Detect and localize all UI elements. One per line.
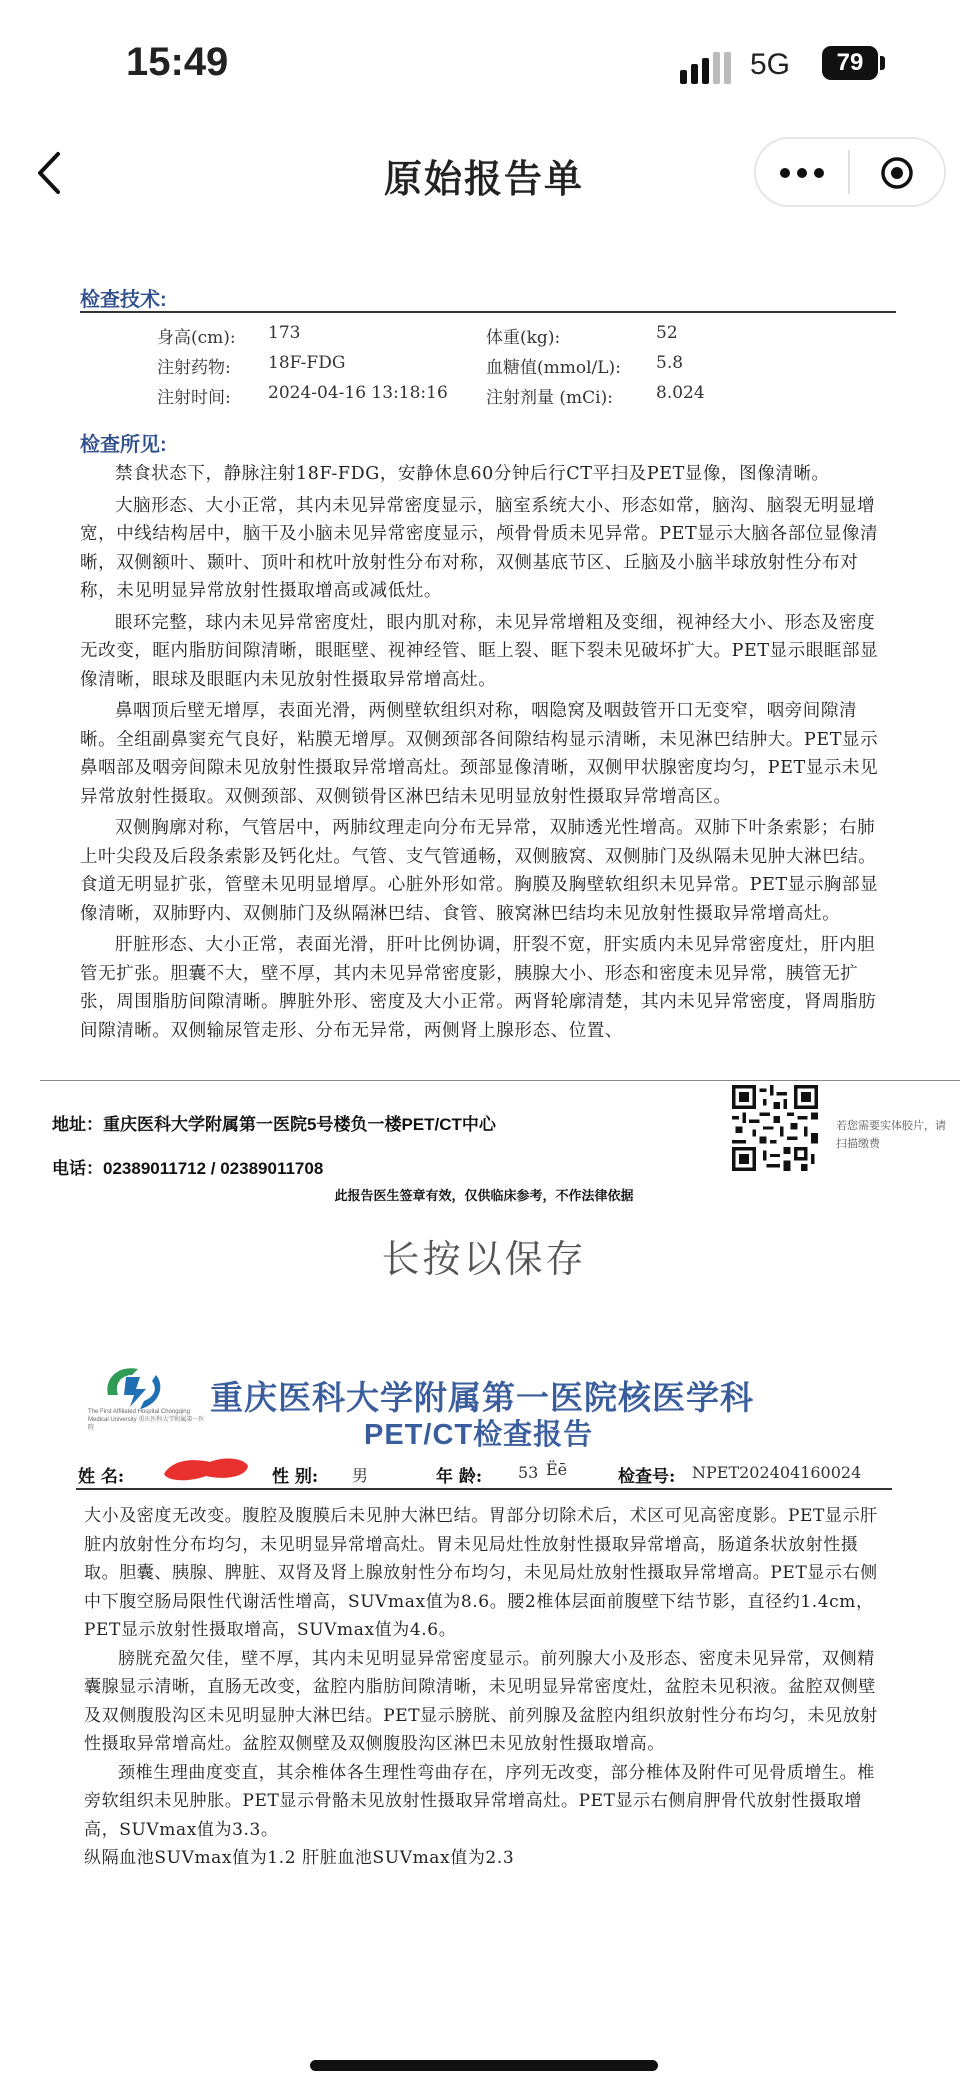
section-rule bbox=[80, 311, 896, 313]
tracer-label: 注射药物: bbox=[157, 358, 231, 378]
injection-time-label: 注射时间: bbox=[157, 388, 231, 408]
age-value: 53 bbox=[518, 1463, 539, 1482]
signal-icon bbox=[680, 52, 736, 84]
exam-technique-title: 检查技术: bbox=[80, 289, 167, 311]
suv-summary-line: 纵隔血池SUVmax值为1.2 肝脏血池SUVmax值为2.3 bbox=[84, 1848, 515, 1868]
age-unit: Ëē bbox=[546, 1460, 568, 1479]
page-title: 原始报告单 bbox=[383, 159, 584, 201]
height-value: 173 bbox=[268, 323, 301, 343]
height-label: 身高(cm): bbox=[157, 328, 236, 348]
home-indicator[interactable] bbox=[310, 2060, 658, 2071]
age-label: 年 龄: bbox=[436, 1467, 483, 1487]
weight-value: 52 bbox=[656, 323, 678, 343]
network-type: 5G bbox=[750, 48, 791, 81]
close-miniprogram-icon[interactable] bbox=[880, 156, 914, 190]
report-title: PET/CT检查报告 bbox=[364, 1419, 594, 1451]
more-icon[interactable] bbox=[780, 168, 824, 178]
weight-label: 体重(kg): bbox=[486, 328, 561, 348]
tracer-value: 18F-FDG bbox=[268, 353, 346, 373]
findings-paragraph: 双侧胸廓对称，气管居中，两肺纹理走向分布无异常，双肺透光性增高。双肺下叶条索影；右肺上叶尖段及后段条索影及钙化灶。气管、支气管通畅，双侧腋窝、双侧肺门及纵隔未见肿大淋巴结。食道无明显扩张，管壁未见明显增厚。心脏外形如常。胸膜及胸壁软组织未见异常。PET显示胸部显像清晰，双肺野内、双侧肺门及纵隔淋巴结、食管、腋窝淋巴结均未见放射性摄取异常增高灶。 bbox=[80, 818, 879, 924]
dose-label: 注射剂量 (mCi): bbox=[486, 388, 613, 408]
footer-rule bbox=[40, 1080, 960, 1081]
findings-paragraph: 大小及密度无改变。腹腔及腹膜后未见肿大淋巴结。胃部分切除术后，术区可见高密度影。PET显示肝脏内放射性分布均匀，未见明显异常增高灶。胃未见局灶性放射性摄取异常增高，肠道条状放射性摄取。胆囊、胰腺、脾脏、双肾及肾上腺放射性分布均匀，未见局灶放射性摄取异常增高。PET显示右侧中下腹空肠局限性代谢活性增高，SUVmax值为8.6。腰2椎体层面前腹壁下结节影，直径约1.4cm，PET显示放射性摄取增高，SUVmax值为4.6。 bbox=[84, 1506, 878, 1640]
hospital-phone: 电话：02389011712 / 02389011708 bbox=[52, 1159, 324, 1178]
battery-indicator: 79 bbox=[822, 46, 878, 80]
scan-pay-note: 若您需要实体胶片，请扫描缴费 bbox=[836, 1120, 946, 1150]
sex-value: 男 bbox=[352, 1466, 369, 1485]
capsule-divider bbox=[848, 150, 850, 194]
dose-value: 8.024 bbox=[656, 383, 705, 403]
findings-paragraph: 肝脏形态、大小正常，表面光滑，肝叶比例协调，肝裂不宽，肝实质内未见异常密度灶，肝内胆管无扩张。胆囊不大，壁不厚，其内未见异常密度影，胰腺大小、形态和密度未见异常，胰管无扩张，周围脂肪间隙清晰。脾脏外形、密度及大小正常。两肾轮廓清楚，其内未见异常密度，肾周脂肪间隙清晰。双侧输尿管走形、分布无异常，两侧肾上腺形态、位置、 bbox=[80, 935, 877, 1041]
exam-no-value: NPET202404160024 bbox=[692, 1463, 862, 1482]
exam-no-label: 检查号: bbox=[618, 1467, 676, 1487]
injection-time-value: 2024-04-16 13:18:16 bbox=[268, 383, 448, 403]
hospital-logo-text: The First Affiliated Hospital Chongqing Medical University 重庆医科大学附属第一医院 bbox=[88, 1409, 205, 1431]
payment-qr-code[interactable] bbox=[732, 1085, 818, 1171]
name-redaction bbox=[160, 1454, 252, 1484]
glucose-value: 5.8 bbox=[656, 353, 684, 373]
long-press-save-hint: 长按以保存 bbox=[381, 1239, 587, 1281]
findings-paragraph: 膀胱充盈欠佳，壁不厚，其内未见明显异常密度显示。前列腺大小及形态、密度未见异常，双侧精囊腺显示清晰，直肠无改变，盆腔内脂肪间隙清晰，未见明显异常密度灶，盆腔未见积液。盆腔双侧壁及双侧腹股沟区未见明显肿大淋巴结。PET显示膀胱、前列腺及盆腔内组织放射性分布均匀，未见放射性摄取异常增高灶。盆腔双侧壁及双侧腹股沟区淋巴未见放射性摄取增高。 bbox=[84, 1648, 878, 1754]
report-disclaimer: 此报告医生签章有效，仅供临床参考，不作法律依据 bbox=[334, 1188, 634, 1203]
patient-info-rule bbox=[76, 1488, 892, 1490]
findings-body bbox=[80, 460, 886, 1076]
hospital-department-name: 重庆医科大学附属第一医院核医学科 bbox=[210, 1379, 754, 1416]
findings-paragraph: 鼻咽顶后壁无增厚，表面光滑，两侧壁软组织对称，咽隐窝及咽鼓管开口无变窄，咽旁间隙清晰。全组副鼻窦充气良好，粘膜无增厚。双侧颈部各间隙结构显示清晰，未见淋巴结肿大。PET显示鼻咽部及咽旁间隙未见放射性摄取异常增高灶。颈部显像清晰，双侧甲状腺密度均匀，PET显示未见异常放射性摄取。双侧颈部、双侧锁骨区淋巴结未见明显放射性摄取异常增高区。 bbox=[80, 701, 879, 807]
hospital-address: 地址：重庆医科大学附属第一医院5号楼负一楼PET/CT中心 bbox=[52, 1115, 496, 1134]
glucose-label: 血糖值(mmol/L): bbox=[486, 358, 621, 378]
sex-label: 性 别: bbox=[272, 1467, 319, 1487]
status-time: 15:49 bbox=[126, 40, 229, 84]
findings-paragraph: 禁食状态下，静脉注射18F-FDG，安静休息60分钟后行CT平扫及PET显像，图像清晰。 bbox=[115, 464, 830, 484]
findings-paragraph: 颈椎生理曲度变直，其余椎体各生理性弯曲存在，序列无改变，部分椎体及附件可见骨质增生。椎旁软组织未见肿胀。PET显示骨骼未见放射性摄取异常增高灶。PET显示右侧肩胛骨代放射性摄取增高，SUVmax值为3.3。 bbox=[84, 1762, 875, 1840]
findings-continued bbox=[84, 1502, 884, 1873]
battery-tip bbox=[880, 56, 885, 70]
findings-title: 检查所见: bbox=[80, 434, 167, 456]
findings-paragraph: 大脑形态、大小正常，其内未见异常密度显示，脑室系统大小、形态如常，脑沟、脑裂无明显增宽，中线结构居中，脑干及小脑未见异常密度显示，颅骨骨质未见异常。PET显示大脑各部位显像清晰，双侧额叶、颞叶、顶叶和枕叶放射性分布对称，双侧基底节区、丘脑及小脑半球放射性分布对称，未见明显异常放射性摄取增高或减低灶。 bbox=[80, 495, 879, 601]
findings-paragraph: 眼环完整，球内未见异常密度灶，眼内肌对称，未见异常增粗及变细，视神经大小、形态及密度无改变，眶内脂肪间隙清晰，眼眶壁、视神经管、眶上裂、眶下裂未见破坏扩大。PET显示眼眶部显像清晰，眼球及眼眶内未见放射性摄取异常增高灶。 bbox=[80, 612, 879, 690]
name-label: 姓 名: bbox=[78, 1467, 125, 1487]
